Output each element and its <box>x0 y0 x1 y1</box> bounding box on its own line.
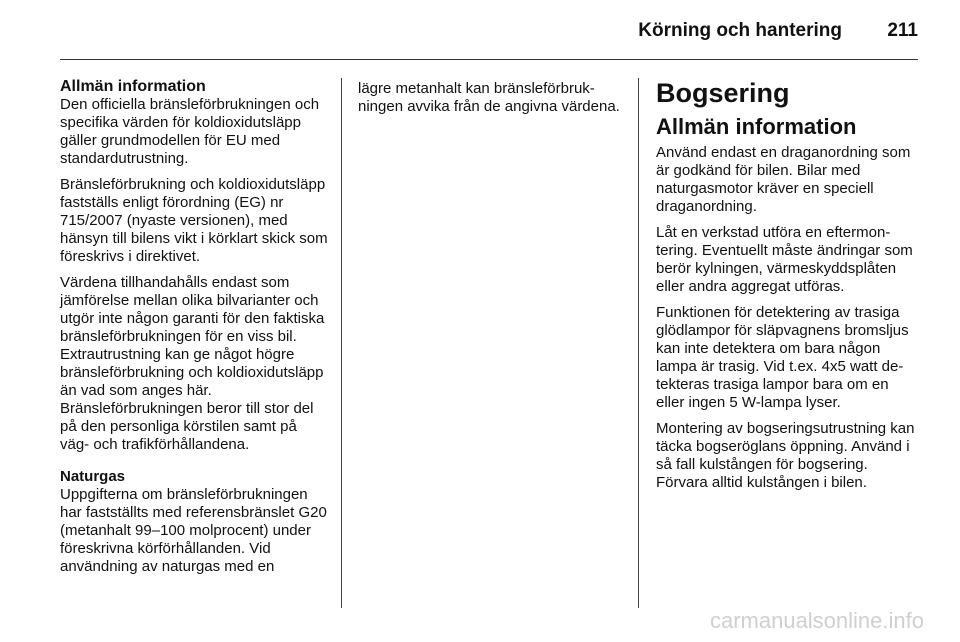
column-divider <box>638 78 639 608</box>
paragraph: lägre metanhalt kan bränsleförbrukningen avvika från de angivna värdena. <box>358 80 620 115</box>
natural-gas-heading: Naturgas <box>60 468 126 485</box>
general-info-heading: Allmän information <box>60 78 206 95</box>
column-divider <box>341 78 342 608</box>
paragraph: Den officiella bränsleförbrukningen och specifika värden för koldioxidutsläpp gäller grundmodellen för EU med standardutrustning. <box>60 96 320 167</box>
column-middle <box>358 80 620 124</box>
page-header <box>0 0 960 60</box>
page-number: 211 <box>887 20 918 41</box>
paragraph: Värdena tillhandahålls endast som jämförelse mellan olika bilvarianter och utgör inte någon garanti för den faktiska bränsleförbrukningen för en viss bil. Extrautrustning kan ge något högre bränsleförbrukning och koldioxidutsläpp än vad som anges här. Bränsleförbrukningen beror till stor del på den personliga körstilen samt på väg- och trafikförhållandena. <box>60 274 325 453</box>
general-info-heading: Allmän information <box>656 114 857 139</box>
watermark: carmanualsonline.info <box>709 608 924 633</box>
section-title: Körning och hantering <box>638 20 842 41</box>
paragraph: Funktionen för detektering av trasiga glödlampor för släpvagnens bromsljus kan inte detektera om bara någon lampa är trasig. Vid t.ex. 4x5 watt detekteras trasiga lampor bara om en eller ingen 5 W-lampa lyser. <box>656 304 909 411</box>
paragraph: Uppgifterna om bränsleförbrukningen har fastställts med referensbränslet G20 (metanhalt 99–100 molprocent) under föreskrivna körförhållanden. Vid användning av naturgas med en <box>60 486 327 575</box>
paragraph: Låt en verkstad utföra en eftermontering. Eventuellt måste ändringar som berör kylningen, värmeskyddsplåten eller andra aggregat utföras. <box>656 224 913 295</box>
header-divider <box>60 59 918 60</box>
column-right <box>656 78 920 500</box>
towing-title: Bogsering <box>656 78 790 108</box>
column-left <box>60 78 328 584</box>
paragraph: Montering av bogseringsutrustning kan täcka bogseröglans öppning. Använd i så fall kulstången för bogsering. Förvara alltid kulstången i bilen. <box>656 420 915 491</box>
paragraph: Använd endast en draganordning som är godkänd för bilen. Bilar med naturgasmotor kräver en speciell draganordning. <box>656 144 911 215</box>
paragraph: Bränsleförbrukning och koldioxidutsläpp fastställs enligt förordning (EG) nr 715/2007 (nyaste versionen), med hänsyn till bilens vikt i körklart skick som föreskrivs i direktivet. <box>60 176 328 265</box>
